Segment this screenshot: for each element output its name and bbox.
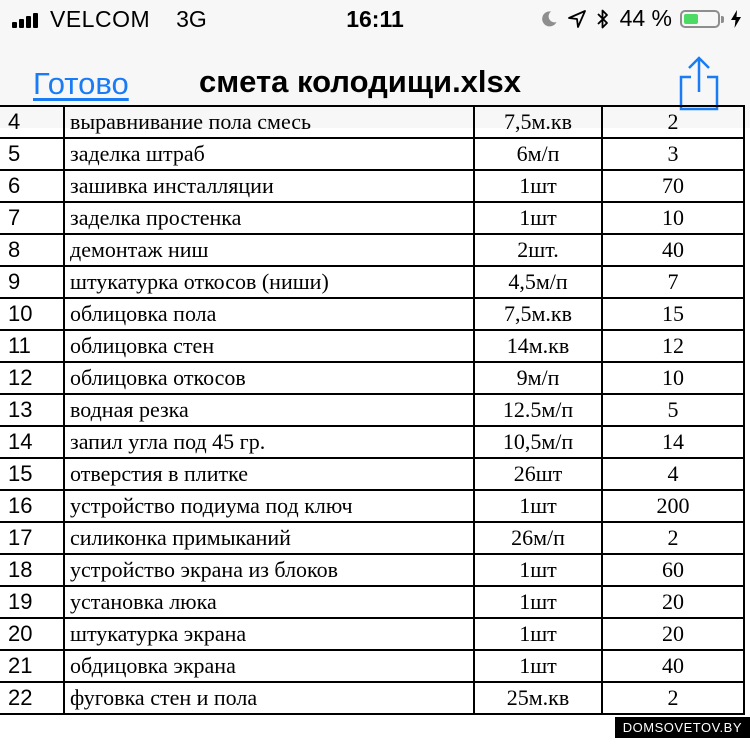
unit-cell: 9м/п [474, 362, 602, 394]
qty-cell: 200 [602, 490, 744, 522]
spreadsheet-view[interactable] [0, 109, 750, 755]
unit-cell: 7,5м.кв [474, 298, 602, 330]
status-time: 16:11 [346, 6, 404, 32]
row-number: 11 [0, 330, 64, 362]
unit-cell: 1шт [474, 586, 602, 618]
unit-cell: 1шт [474, 490, 602, 522]
table-row [0, 362, 744, 394]
qty-cell: 7 [602, 266, 744, 298]
qty-cell: 60 [602, 554, 744, 586]
unit-cell: 2шт. [474, 234, 602, 266]
qty-cell: 10 [602, 202, 744, 234]
row-number: 18 [0, 554, 64, 586]
work-cell: облицовка пола [64, 298, 474, 330]
qty-cell: 20 [602, 618, 744, 650]
table-row [0, 298, 744, 330]
unit-cell: 14м.кв [474, 330, 602, 362]
document-title: смета колодищи.xlsx [199, 64, 522, 99]
row-number: 15 [0, 458, 64, 490]
done-button[interactable]: Готово [33, 66, 129, 101]
work-cell: фуговка стен и пола [64, 682, 474, 714]
unit-cell: 6м/п [474, 138, 602, 170]
table-row [0, 266, 744, 298]
work-cell: устройство подиума под ключ [64, 490, 474, 522]
qty-cell: 2 [602, 106, 744, 138]
unit-cell: 4,5м/п [474, 266, 602, 298]
row-number: 22 [0, 682, 64, 714]
unit-cell: 10,5м/п [474, 426, 602, 458]
table-row [0, 138, 744, 170]
row-number: 8 [0, 234, 64, 266]
bluetooth-icon [596, 8, 610, 30]
unit-cell: 1шт [474, 618, 602, 650]
qty-cell: 5 [602, 394, 744, 426]
unit-cell: 7,5м.кв [474, 106, 602, 138]
table-row [0, 682, 744, 714]
qty-cell: 4 [602, 458, 744, 490]
battery-fill [684, 14, 698, 24]
carrier-name: VELCOM [50, 6, 151, 32]
qty-cell: 2 [602, 682, 744, 714]
status-bar [0, 0, 750, 40]
work-cell: штукатурка откосов (ниши) [64, 266, 474, 298]
work-cell: устройство экрана из блоков [64, 554, 474, 586]
qty-cell: 2 [602, 522, 744, 554]
work-cell: силиконка примыканий [64, 522, 474, 554]
row-number: 6 [0, 170, 64, 202]
work-cell: обдицовка экрана [64, 650, 474, 682]
work-cell: водная резка [64, 394, 474, 426]
table-row [0, 490, 744, 522]
battery-percent: 44 % [619, 5, 672, 31]
qty-cell: 3 [602, 138, 744, 170]
qty-cell: 20 [602, 586, 744, 618]
table-row [0, 618, 744, 650]
work-cell: заделка штраб [64, 138, 474, 170]
battery-icon [680, 10, 720, 28]
row-number: 5 [0, 138, 64, 170]
work-cell: облицовка стен [64, 330, 474, 362]
table-row [0, 234, 744, 266]
row-number: 13 [0, 394, 64, 426]
qty-cell: 14 [602, 426, 744, 458]
qty-cell: 15 [602, 298, 744, 330]
row-number: 14 [0, 426, 64, 458]
row-number: 19 [0, 586, 64, 618]
work-cell: штукатурка экрана [64, 618, 474, 650]
table-row [0, 650, 744, 682]
network-type: 3G [176, 6, 207, 32]
row-number: 12 [0, 362, 64, 394]
work-cell: зашивка инсталляции [64, 170, 474, 202]
qty-cell: 10 [602, 362, 744, 394]
row-number: 4 [0, 106, 64, 138]
row-number: 7 [0, 202, 64, 234]
table-row [0, 554, 744, 586]
qty-cell: 40 [602, 650, 744, 682]
work-cell: заделка простенка [64, 202, 474, 234]
watermark: DOMSOVETOV.BY [615, 717, 750, 738]
work-cell: запил угла под 45 гр. [64, 426, 474, 458]
row-number: 10 [0, 298, 64, 330]
moon-icon [540, 10, 558, 28]
work-cell: отверстия в плитке [64, 458, 474, 490]
unit-cell: 12.5м/п [474, 394, 602, 426]
work-cell: облицовка откосов [64, 362, 474, 394]
unit-cell: 1шт [474, 202, 602, 234]
unit-cell: 1шт [474, 170, 602, 202]
unit-cell: 26м/п [474, 522, 602, 554]
row-number: 9 [0, 266, 64, 298]
location-arrow-icon [568, 10, 586, 28]
unit-cell: 26шт [474, 458, 602, 490]
table-row [0, 586, 744, 618]
qty-cell: 70 [602, 170, 744, 202]
unit-cell: 1шт [474, 650, 602, 682]
table-row [0, 458, 744, 490]
row-number: 20 [0, 618, 64, 650]
table-body [0, 106, 744, 714]
table-row [0, 330, 744, 362]
row-number: 17 [0, 522, 64, 554]
table-row [0, 170, 744, 202]
table-row [0, 394, 744, 426]
work-cell: выравнивание пола смесь [64, 106, 474, 138]
status-right [530, 5, 742, 32]
table-row [0, 202, 744, 234]
work-cell: установка люка [64, 586, 474, 618]
unit-cell: 1шт [474, 554, 602, 586]
qty-cell: 40 [602, 234, 744, 266]
table-row [0, 522, 744, 554]
table-row [0, 426, 744, 458]
unit-cell: 25м.кв [474, 682, 602, 714]
battery-nub [721, 16, 724, 23]
qty-cell: 12 [602, 330, 744, 362]
row-number: 21 [0, 650, 64, 682]
work-cell: демонтаж ниш [64, 234, 474, 266]
table-row-partial [0, 106, 744, 138]
charging-bolt-icon [730, 9, 742, 29]
estimate-table [0, 105, 745, 715]
row-number: 16 [0, 490, 64, 522]
